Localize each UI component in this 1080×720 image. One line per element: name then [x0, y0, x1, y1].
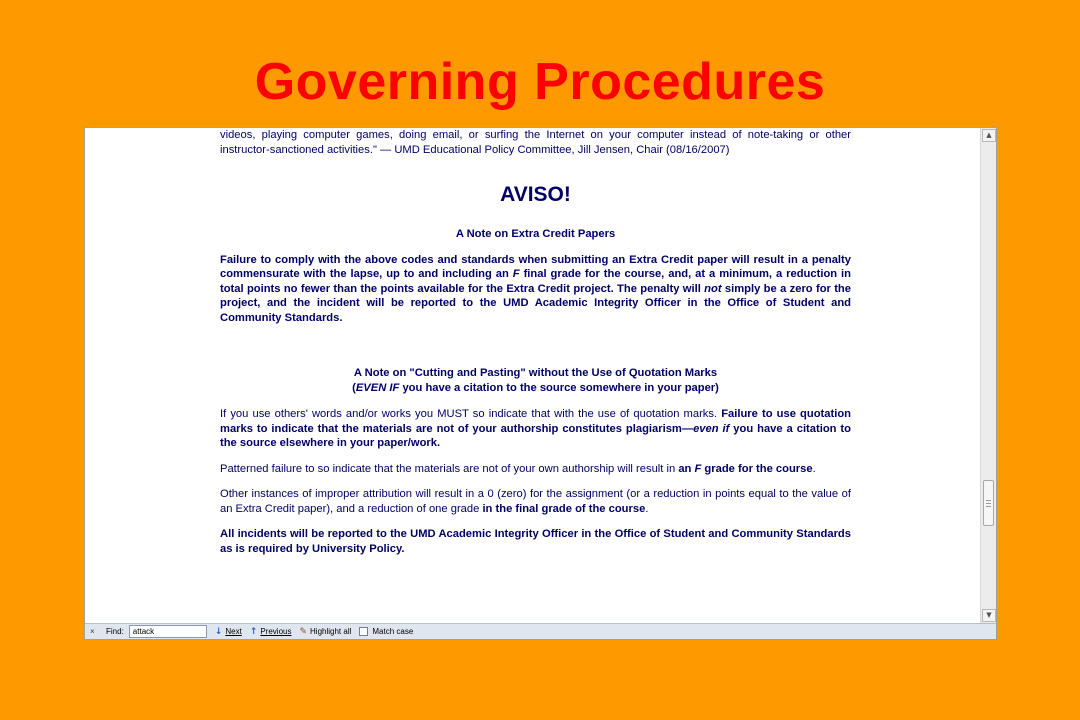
improper-attribution-paragraph: Other instances of improper attribution will result in a 0 (zero) for the assignment (or a reduction in points equal to the value of an Extra Credit paper), and a reduction of one grade in the final grade of the course.: [220, 488, 851, 515]
close-find-bar-icon[interactable]: ×: [90, 627, 95, 636]
cutting-pasting-heading: A Note on "Cutting and Pasting" without the Use of Quotation Marks (EVEN IF you have a citation to the source somewhere in your paper): [352, 367, 719, 394]
vertical-scrollbar[interactable]: [980, 128, 996, 623]
arrow-up-icon: ↑: [249, 626, 258, 637]
find-next-button[interactable]: ↓ Next: [214, 626, 242, 637]
aviso-heading: AVISO!: [500, 183, 571, 206]
find-bar: [85, 623, 996, 639]
page-content: [220, 128, 851, 567]
checkbox-icon: [359, 627, 368, 636]
slide-title: Governing Procedures: [254, 53, 826, 111]
reporting-paragraph: All incidents will be reported to the UMD Academic Integrity Officer in the Office of Student and Community Standards as is required by University Policy.: [220, 528, 851, 555]
scroll-down-button[interactable]: ▼: [982, 609, 996, 622]
highlighter-icon: ✎: [299, 626, 308, 637]
patterned-failure-paragraph: Patterned failure to so indicate that the materials are not of your own authorship will result in an F grade for the course.: [220, 462, 816, 475]
page-viewport: [85, 128, 981, 623]
browser-window: [84, 127, 997, 640]
find-input[interactable]: [129, 625, 207, 638]
extra-credit-paragraph: Failure to comply with the above codes and standards when submitting an Extra Credit paper will result in a penalty commensurate with the lapse, up to and including an F final grade for the course, and, at a minimum, a reduction in total points no fewer than the points available for the Extra Credit project. The penalty will not simply be a zero for the project, and the incident will be reported to the UMD Academic Integrity Officer in the Office of Student and Community Standards.: [220, 253, 851, 324]
match-case-checkbox[interactable]: Match case: [359, 627, 413, 636]
scroll-thumb[interactable]: [983, 480, 994, 526]
scroll-up-button[interactable]: ▲: [982, 129, 996, 142]
arrow-down-icon: ↓: [214, 626, 223, 637]
find-previous-button[interactable]: ↑ Previous: [249, 626, 292, 637]
extra-credit-heading: A Note on Extra Credit Papers: [455, 228, 616, 240]
policy-quote-fragment: videos, playing computer games, doing email, or surfing the Internet on your computer instead of note-taking or other instructor-sanctioned activities." — UMD Educational Policy Committee, Jill Jensen, Chair (08/16/2007): [220, 129, 851, 156]
highlight-all-button[interactable]: ✎ Highlight all: [299, 626, 352, 637]
quotation-marks-paragraph: If you use others' words and/or works you MUST so indicate that with the use of quotation marks. Failure to use quotation marks to indicate that the materials are not of your authorship constitutes plagiarism—even if you have a citation to the source elsewhere in your paper/work.: [220, 408, 851, 449]
find-label: Find:: [106, 627, 124, 636]
